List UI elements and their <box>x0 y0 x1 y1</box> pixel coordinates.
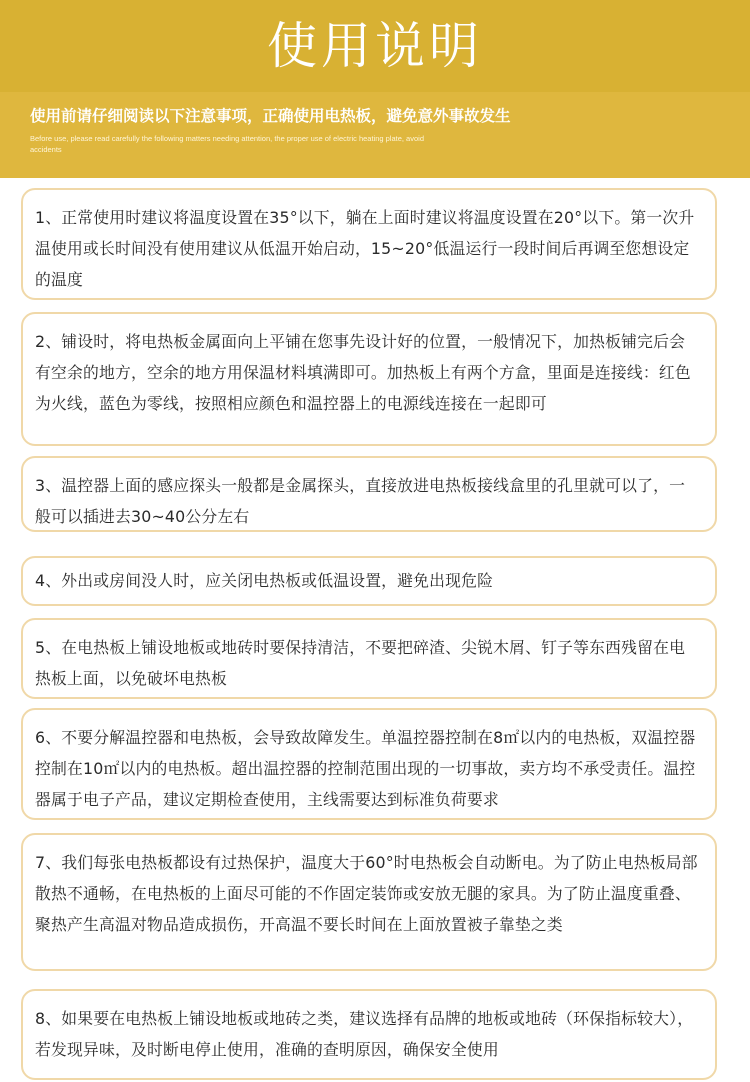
notice-chinese: 使用前请仔细阅读以下注意事项，正确使用电热板，避免意外事故发生 <box>30 107 511 125</box>
instruction-item-4: 4、外出或房间没人时，应关闭电热板或低温设置，避免出现危险 <box>21 556 717 606</box>
instruction-item-1: 1、正常使用时建议将温度设置在35°以下，躺在上面时建议将温度设置在20°以下。第一次升温使用或长时间没有使用建议从低温开始启动，15~20°低温运行一段时间后再调至您想设定的温度 <box>21 188 717 300</box>
instruction-item-5: 5、在电热板上铺设地板或地砖时要保持清洁，不要把碎渣、尖锐木屑、钉子等东西残留在电热板上面，以免破坏电热板 <box>21 618 717 699</box>
page-title: 使用说明 <box>267 17 483 75</box>
header-banner <box>0 0 750 178</box>
instruction-item-6: 6、不要分解温控器和电热板，会导致故障发生。单温控器控制在8㎡以内的电热板，双温控器控制在10㎡以内的电热板。超出温控器的控制范围出现的一切事故，卖方均不承受责任。温控器属于电子产品，建议定期检查使用，主线需要达到标准负荷要求 <box>21 708 717 820</box>
instruction-item-8: 8、如果要在电热板上铺设地板或地砖之类，建议选择有品牌的地板或地砖（环保指标较大），若发现异味，及时断电停止使用，准确的查明原因，确保安全使用 <box>21 989 717 1080</box>
instruction-item-3: 3、温控器上面的感应探头一般都是金属探头，直接放进电热板接线盒里的孔里就可以了，一般可以插进去30~40公分左右 <box>21 456 717 532</box>
notice-english: Before use, please read carefully the following matters needing attention, the proper use of electric heating plate, avoid accidents <box>30 134 424 154</box>
instruction-item-2: 2、铺设时，将电热板金属面向上平铺在您事先设计好的位置，一般情况下，加热板铺完后会有空余的地方，空余的地方用保温材料填满即可。加热板上有两个方盒，里面是连接线：红色为火线，蓝色为零线，按照相应颜色和温控器上的电源线连接在一起即可 <box>21 312 717 446</box>
instruction-item-7: 7、我们每张电热板都设有过热保护，温度大于60°时电热板会自动断电。为了防止电热板局部散热不通畅，在电热板的上面尽可能的不作固定装饰或安放无腿的家具。为了防止温度重叠、聚热产生高温对物品造成损伤，开高温不要长时间在上面放置被子靠垫之类 <box>21 833 717 971</box>
